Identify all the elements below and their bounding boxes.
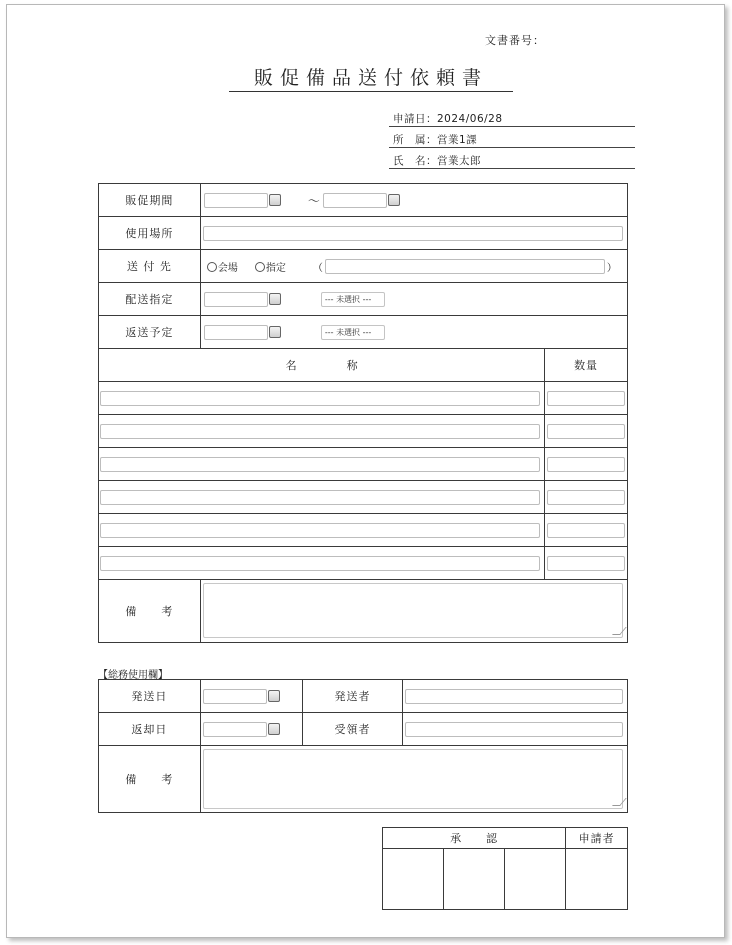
return-label: 返送予定 bbox=[99, 316, 201, 349]
item-name-input[interactable] bbox=[100, 391, 540, 406]
item-row bbox=[99, 382, 545, 415]
admin-return-date-input[interactable] bbox=[203, 722, 267, 737]
admin-section-title: 【総務使用欄】 bbox=[98, 670, 168, 681]
delivery-cell bbox=[200, 283, 627, 316]
return-date-input[interactable] bbox=[204, 325, 268, 340]
department-value: 営業1課 bbox=[437, 134, 478, 146]
location-cell bbox=[200, 217, 627, 250]
divider bbox=[389, 168, 635, 169]
item-name-input[interactable] bbox=[100, 556, 540, 571]
destination-radio-specified[interactable] bbox=[255, 259, 286, 274]
delivery-label: 配送指定 bbox=[99, 283, 201, 316]
approval-header: 承 認 bbox=[383, 828, 566, 849]
destination-label: 送 付 先 bbox=[99, 250, 201, 283]
shipper-cell bbox=[403, 680, 628, 713]
radio-icon bbox=[255, 262, 265, 272]
delivery-select[interactable]: --- 未選択 --- bbox=[321, 292, 385, 307]
item-qty-input[interactable] bbox=[547, 490, 625, 505]
application-date-label: 申請日： bbox=[393, 113, 437, 125]
item-qty-cell bbox=[545, 547, 628, 580]
radio-icon bbox=[207, 262, 217, 272]
quantity-header: 数量 bbox=[545, 349, 628, 382]
application-date-value: 2024/06/28 bbox=[437, 113, 503, 125]
resize-grip-icon[interactable] bbox=[612, 798, 627, 806]
stamp-box bbox=[566, 849, 628, 910]
admin-remarks-label: 備 考 bbox=[99, 746, 201, 813]
remarks-textarea[interactable] bbox=[203, 583, 623, 638]
item-name-header-1: 名 bbox=[285, 359, 297, 372]
delivery-date-input[interactable] bbox=[204, 292, 268, 307]
item-name-header bbox=[99, 349, 545, 382]
shipper-input[interactable] bbox=[405, 689, 623, 704]
applicant-stamp-header: 申請者 bbox=[566, 828, 628, 849]
item-qty-input[interactable] bbox=[547, 424, 625, 439]
resize-grip-icon[interactable] bbox=[612, 627, 627, 635]
document-number-label: 文書番号： bbox=[485, 34, 545, 47]
location-input[interactable] bbox=[203, 226, 623, 241]
paren-close: ） bbox=[606, 263, 617, 274]
ship-date-cell bbox=[200, 680, 302, 713]
destination-specified-label: 指定 bbox=[265, 263, 286, 274]
calendar-icon[interactable] bbox=[269, 326, 281, 338]
divider bbox=[389, 147, 635, 148]
receiver-input[interactable] bbox=[405, 722, 623, 737]
destination-address-input[interactable] bbox=[325, 259, 605, 274]
item-row bbox=[99, 481, 545, 514]
receiver-cell bbox=[403, 713, 628, 746]
ship-date-label: 発送日 bbox=[99, 680, 201, 713]
period-start-input[interactable] bbox=[204, 193, 268, 208]
period-cell bbox=[200, 184, 627, 217]
period-end-input[interactable] bbox=[323, 193, 387, 208]
item-qty-cell bbox=[545, 415, 628, 448]
applicant-name-label: 氏 名： bbox=[393, 155, 437, 167]
period-separator: ～ bbox=[307, 194, 320, 208]
period-label: 販促期間 bbox=[99, 184, 201, 217]
item-name-input[interactable] bbox=[100, 490, 540, 505]
item-qty-cell bbox=[545, 382, 628, 415]
destination-radio-venue[interactable] bbox=[207, 259, 238, 274]
calendar-icon[interactable] bbox=[269, 293, 281, 305]
calendar-icon[interactable] bbox=[268, 690, 280, 702]
admin-table bbox=[98, 679, 628, 813]
paren-open: （ bbox=[312, 263, 323, 274]
approval-table bbox=[382, 827, 628, 910]
item-qty-input[interactable] bbox=[547, 523, 625, 538]
calendar-icon[interactable] bbox=[388, 194, 400, 206]
remarks-label: 備 考 bbox=[99, 580, 201, 643]
request-form-table bbox=[98, 183, 628, 643]
shipper-label: 発送者 bbox=[302, 680, 403, 713]
return-select[interactable]: --- 未選択 --- bbox=[321, 325, 385, 340]
admin-remarks-cell bbox=[200, 746, 627, 813]
item-qty-input[interactable] bbox=[547, 556, 625, 571]
location-label: 使用場所 bbox=[99, 217, 201, 250]
item-qty-cell bbox=[545, 481, 628, 514]
applicant-name bbox=[393, 153, 481, 168]
return-cell bbox=[200, 316, 627, 349]
department bbox=[393, 132, 477, 147]
item-qty-input[interactable] bbox=[547, 457, 625, 472]
remarks-cell bbox=[200, 580, 627, 643]
stamp-box bbox=[443, 849, 505, 910]
calendar-icon[interactable] bbox=[269, 194, 281, 206]
item-qty-input[interactable] bbox=[547, 391, 625, 406]
stamp-box bbox=[505, 849, 566, 910]
document-page bbox=[6, 4, 725, 938]
item-name-input[interactable] bbox=[100, 457, 540, 472]
admin-remarks-textarea[interactable] bbox=[203, 749, 623, 809]
receiver-label: 受領者 bbox=[302, 713, 403, 746]
return-date-cell bbox=[200, 713, 302, 746]
item-row bbox=[99, 514, 545, 547]
destination-venue-label: 会場 bbox=[217, 263, 238, 274]
return-date-label: 返却日 bbox=[99, 713, 201, 746]
item-qty-cell bbox=[545, 514, 628, 547]
stamp-box bbox=[383, 849, 444, 910]
application-date bbox=[393, 111, 503, 126]
item-name-header-2: 称 bbox=[346, 359, 358, 372]
applicant-name-value: 営業太郎 bbox=[437, 155, 481, 167]
item-name-input[interactable] bbox=[100, 523, 540, 538]
department-label: 所 属： bbox=[393, 134, 437, 146]
item-qty-cell bbox=[545, 448, 628, 481]
destination-cell bbox=[200, 250, 627, 283]
page-title: 販促備品送付依頼書 bbox=[229, 63, 513, 92]
item-row bbox=[99, 547, 545, 580]
ship-date-input[interactable] bbox=[203, 689, 267, 704]
item-name-input[interactable] bbox=[100, 424, 540, 439]
item-row bbox=[99, 448, 545, 481]
item-row bbox=[99, 415, 545, 448]
calendar-icon[interactable] bbox=[268, 723, 280, 735]
divider bbox=[389, 126, 635, 127]
